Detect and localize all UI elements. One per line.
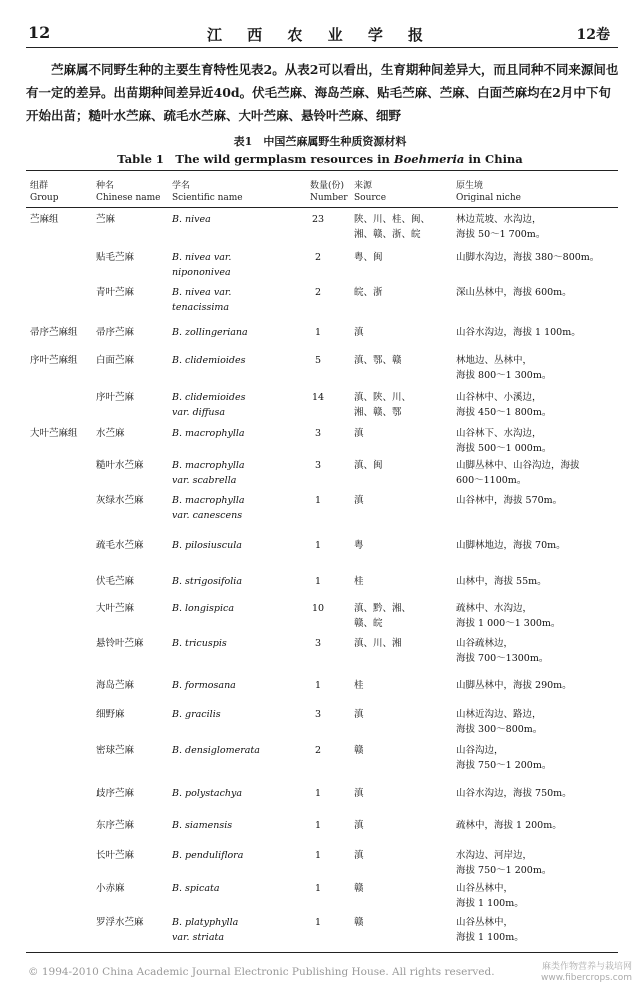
cell-number: 2 (314, 287, 322, 298)
watermark-line: www.fibercrops.com (541, 973, 632, 983)
niche-line: 海拔 1 100m。 (456, 898, 524, 909)
cell-scientific-name (172, 458, 245, 488)
cell-chinese-name: 灰绿水苎麻 (96, 495, 144, 506)
col-header-scientific-name (172, 180, 243, 204)
cell-source (354, 818, 364, 833)
cell-scientific-name (172, 678, 236, 693)
col-header-cn: 组群 (30, 181, 49, 191)
cell-scientific-name (172, 426, 245, 441)
niche-line: 海拔 50～1 700m。 (456, 229, 546, 240)
cell-chinese-name: 小赤麻 (96, 883, 125, 894)
cell-source (354, 285, 383, 300)
source-line: 湘、赣、鄂 (354, 407, 402, 418)
cell-group: 帚序苎麻组 (30, 327, 78, 338)
col-header-en: Number (310, 193, 348, 203)
cell-source (354, 250, 383, 265)
sci-name-line: B. densiglomerata (172, 745, 260, 756)
sci-name-line: B. tricuspis (172, 638, 227, 649)
cell-number: 1 (314, 820, 322, 831)
niche-line: 海拔 700～1300m。 (456, 653, 549, 664)
cell-original-niche (456, 390, 621, 420)
cell-original-niche (456, 678, 621, 693)
niche-line: 海拔 1 100m。 (456, 932, 524, 943)
niche-line: 林地边、丛林中， (456, 355, 533, 366)
cell-source (354, 325, 364, 340)
niche-line: 山脚丛林中、山谷沟边，海拔 (456, 460, 580, 471)
source-line: 粤 (354, 540, 364, 551)
source-line: 赣 (354, 745, 364, 756)
col-header-cn: 数量(份) (310, 181, 345, 191)
cell-chinese-name: 细野麻 (96, 709, 125, 720)
cell-chinese-name: 密球苎麻 (96, 745, 135, 756)
cell-scientific-name (172, 538, 242, 553)
cell-number: 2 (314, 745, 322, 756)
niche-line: 山脚丛林中，海拔 290m。 (456, 680, 572, 691)
cell-source (354, 636, 402, 651)
cell-number: 1 (314, 327, 322, 338)
cell-scientific-name (172, 786, 242, 801)
cell-scientific-name (172, 325, 248, 340)
caption-en-genus: Boehmeria (393, 152, 465, 166)
niche-line: 山谷丛林中， (456, 883, 514, 894)
cell-number: 1 (314, 883, 322, 894)
journal-title: 江 西 农 业 学 报 (206, 26, 434, 44)
cell-number: 1 (314, 850, 322, 861)
intro-text: 苎麻属不同野生种的主要生育特性见表2。从表2可以看出，生育期种间差异大，而且同种不同来源间也有一定的差异。出苗期种间差异近40d。伏毛苎麻、海岛苎麻、贴毛苎麻、苎麻、白面苎麻均在2月中下旬开始出苗；糙叶水苎麻、疏毛水苎麻、大叶苎麻、悬铃叶苎麻、细野 (26, 62, 619, 123)
sci-name-line: var. diffusa (172, 407, 226, 418)
sci-name-line: B. nivea (172, 214, 211, 225)
cell-number: 1 (314, 540, 322, 551)
source-line: 滇、川、湘 (354, 638, 402, 649)
cell-group: 苎麻组 (30, 214, 59, 225)
cell-original-niche (456, 325, 621, 340)
col-header-en: Original niche (456, 193, 521, 203)
cell-original-niche (456, 636, 621, 666)
cell-original-niche (456, 212, 621, 242)
cell-source (354, 786, 364, 801)
cell-chinese-name: 青叶苎麻 (96, 287, 135, 298)
table-header-rule (26, 207, 618, 208)
cell-number: 3 (314, 709, 322, 720)
cell-group: 序叶苎麻组 (30, 355, 78, 366)
cell-original-niche (456, 848, 621, 878)
sci-name-line: B. gracilis (172, 709, 221, 720)
sci-name-line: B. siamensis (172, 820, 233, 831)
sci-name-line: B. macrophylla (172, 428, 245, 439)
col-header-en: Source (354, 193, 387, 203)
cell-number: 2 (314, 252, 322, 263)
source-line: 陕、川、桂、闽、 (354, 214, 431, 225)
col-header-group (30, 180, 58, 204)
niche-line: 山谷林中，海拔 570m。 (456, 495, 563, 506)
cell-scientific-name (172, 636, 227, 651)
cell-number: 1 (314, 680, 322, 691)
cell-scientific-name (172, 390, 246, 420)
cell-original-niche (456, 574, 621, 589)
cell-number: 3 (314, 638, 322, 649)
niche-line: 山林近沟边、路边， (456, 709, 542, 720)
sci-name-line: var. scabrella (172, 475, 237, 486)
table-top-rule (26, 170, 618, 171)
col-header-number (310, 180, 348, 204)
cell-group: 大叶苎麻组 (30, 428, 78, 439)
source-line: 桂 (354, 576, 364, 587)
col-header-chinese-name (96, 180, 161, 204)
cell-original-niche (456, 743, 621, 773)
cell-original-niche (456, 707, 621, 737)
cell-chinese-name: 苎麻 (96, 214, 116, 225)
cell-scientific-name (172, 212, 211, 227)
cell-chinese-name: 水苎麻 (96, 428, 125, 439)
source-line: 滇 (354, 495, 364, 506)
cell-chinese-name: 海岛苎麻 (96, 680, 135, 691)
niche-line: 山谷沟边， (456, 745, 504, 756)
cell-original-niche (456, 493, 621, 508)
niche-line: 海拔 500～1 000m。 (456, 443, 552, 454)
cell-scientific-name (172, 493, 245, 523)
volume-label: 12卷 (576, 27, 610, 43)
cell-source (354, 353, 402, 368)
source-line: 湘、赣、浙、皖 (354, 229, 421, 240)
niche-line: 山谷疏林边， (456, 638, 514, 649)
sci-name-line: tenacissima (172, 302, 230, 313)
source-line: 皖、浙 (354, 287, 383, 298)
cell-number: 3 (314, 460, 322, 471)
cell-original-niche (456, 353, 621, 383)
col-header-source (354, 180, 386, 204)
cell-chinese-name: 长叶苎麻 (96, 850, 135, 861)
header-rule (26, 47, 618, 48)
table-caption-en (0, 151, 640, 167)
intro-paragraph (26, 58, 620, 127)
source-line: 滇、陕、川、 (354, 392, 412, 403)
sci-name-line: var. striata (172, 932, 224, 943)
caption-en-suffix: in China (464, 152, 523, 166)
cell-scientific-name (172, 915, 238, 945)
col-header-cn: 来源 (354, 181, 373, 191)
niche-line: 山脚水沟边，海拔 380～800m。 (456, 252, 600, 263)
cell-source (354, 538, 364, 553)
cell-number: 10 (311, 603, 325, 614)
sci-name-line: B. clidemioides (172, 355, 246, 366)
niche-line: 山谷水沟边，海拔 750m。 (456, 788, 572, 799)
niche-line: 海拔 800～1 300m。 (456, 370, 552, 381)
sci-name-line: nipononivea (172, 267, 231, 278)
site-watermark (541, 962, 632, 984)
cell-source (354, 458, 383, 473)
source-line: 粤、闽 (354, 252, 383, 263)
sci-name-line: B. spicata (172, 883, 220, 894)
sci-name-line: B. formosana (172, 680, 236, 691)
niche-line: 林边荒坡、水沟边， (456, 214, 542, 225)
source-line: 赣、皖 (354, 618, 383, 629)
cell-number: 1 (314, 788, 322, 799)
cell-chinese-name: 悬铃叶苎麻 (96, 638, 144, 649)
cell-scientific-name (172, 743, 260, 758)
caption-en-prefix: Table 1 The wild germplasm resources in (117, 152, 394, 166)
niche-line: 海拔 1 000～1 300m。 (456, 618, 561, 629)
source-line: 赣 (354, 917, 364, 928)
niche-line: 海拔 450～1 800m。 (456, 407, 552, 418)
niche-line: 水沟边、河岸边， (456, 850, 533, 861)
cell-chinese-name: 白面苎麻 (96, 355, 135, 366)
source-line: 滇、鄂、赣 (354, 355, 402, 366)
sci-name-line: B. strigosifolia (172, 576, 242, 587)
col-header-en: Group (30, 193, 59, 203)
watermark-line: 麻类作物营养与栽培网 (541, 962, 632, 972)
sci-name-line: B. nivea var. (172, 252, 232, 263)
cell-source (354, 678, 364, 693)
col-header-cn: 原生境 (456, 181, 484, 191)
niche-line: 海拔 750～1 200m。 (456, 760, 552, 771)
cell-number: 5 (314, 355, 322, 366)
cell-chinese-name: 大叶苎麻 (96, 603, 135, 614)
cell-chinese-name: 帚序苎麻 (96, 327, 135, 338)
sci-name-line: B. penduliflora (172, 850, 244, 861)
table-bottom-rule (26, 952, 618, 953)
source-line: 滇 (354, 788, 364, 799)
cell-chinese-name: 疏毛水苎麻 (96, 540, 144, 551)
source-line: 滇 (354, 850, 364, 861)
col-header-cn: 学名 (172, 181, 191, 191)
sci-name-line: var. canescens (172, 510, 243, 521)
cell-source (354, 848, 364, 863)
sci-name-line: B. macrophylla (172, 460, 245, 471)
sci-name-line: B. macrophylla (172, 495, 245, 506)
niche-line: 山谷林中、小溪边， (456, 392, 542, 403)
table-caption-cn: 表1 中国苎麻属野生种质资源材料 (233, 135, 407, 148)
cell-source (354, 707, 364, 722)
cell-original-niche (456, 881, 621, 911)
sci-name-line: B. pilosiuscula (172, 540, 242, 551)
copyright-footer: © 1994-2010 China Academic Journal Electronic Publishing House. All rights reserved. (28, 966, 495, 978)
running-header (0, 0, 640, 46)
cell-scientific-name (172, 881, 219, 896)
cell-source (354, 390, 411, 420)
source-line: 赣 (354, 883, 364, 894)
cell-chinese-name: 贴毛苎麻 (96, 252, 135, 263)
niche-line: 疏林中，海拔 1 200m。 (456, 820, 562, 831)
cell-source (354, 915, 364, 930)
niche-line: 海拔 750～1 200m。 (456, 865, 552, 876)
cell-scientific-name (172, 601, 234, 616)
cell-chinese-name: 东序苎麻 (96, 820, 135, 831)
niche-line: 600～1100m。 (456, 475, 527, 486)
source-line: 滇 (354, 428, 364, 439)
cell-scientific-name (172, 818, 232, 833)
niche-line: 山谷水沟边，海拔 1 100m。 (456, 327, 581, 338)
cell-source (354, 574, 364, 589)
col-header-en: Chinese name (96, 193, 161, 203)
page-number: 12 (28, 23, 51, 42)
cell-scientific-name (172, 353, 246, 368)
cell-original-niche (456, 818, 621, 833)
source-line: 滇 (354, 327, 364, 338)
niche-line: 山谷林下、水沟边， (456, 428, 542, 439)
cell-original-niche (456, 285, 621, 300)
cell-original-niche (456, 538, 621, 553)
cell-original-niche (456, 915, 621, 945)
cell-source (354, 493, 364, 508)
cell-source (354, 601, 411, 631)
cell-chinese-name: 罗浮水苎麻 (96, 917, 144, 928)
cell-scientific-name (172, 707, 221, 722)
sci-name-line: B. polystachya (172, 788, 243, 799)
cell-original-niche (456, 458, 621, 488)
source-line: 滇、闽 (354, 460, 383, 471)
col-header-original-niche (456, 180, 521, 204)
cell-chinese-name: 糙叶水苎麻 (96, 460, 144, 471)
cell-source (354, 212, 430, 242)
sci-name-line: B. nivea var. (172, 287, 232, 298)
sci-name-line: B. clidemioides (172, 392, 246, 403)
cell-chinese-name: 伏毛苎麻 (96, 576, 135, 587)
source-line: 滇、黔、湘、 (354, 603, 412, 614)
source-line: 滇 (354, 820, 364, 831)
cell-chinese-name: 歧序苎麻 (96, 788, 135, 799)
source-line: 桂 (354, 680, 364, 691)
cell-scientific-name (172, 574, 242, 589)
cell-source (354, 426, 364, 441)
source-line: 滇 (354, 709, 364, 720)
cell-original-niche (456, 601, 621, 631)
niche-line: 山林中，海拔 55m。 (456, 576, 547, 587)
cell-scientific-name (172, 250, 231, 280)
cell-number: 1 (314, 576, 322, 587)
cell-source (354, 743, 364, 758)
col-header-en: Scientific name (172, 193, 243, 203)
sci-name-line: B. longispica (172, 603, 234, 614)
cell-scientific-name (172, 285, 231, 315)
niche-line: 山脚林地边，海拔 70m。 (456, 540, 566, 551)
niche-line: 深山丛林中，海拔 600m。 (456, 287, 572, 298)
sci-name-line: B. platyphylla (172, 917, 239, 928)
cell-original-niche (456, 250, 621, 265)
cell-number: 1 (314, 917, 322, 928)
col-header-cn: 种名 (96, 181, 115, 191)
niche-line: 海拔 300～800m。 (456, 724, 543, 735)
niche-line: 疏林中、水沟边， (456, 603, 533, 614)
cell-number: 14 (311, 392, 325, 403)
niche-line: 山谷丛林中， (456, 917, 514, 928)
cell-original-niche (456, 786, 621, 801)
cell-chinese-name: 序叶苎麻 (96, 392, 135, 403)
cell-source (354, 881, 364, 896)
cell-number: 23 (311, 214, 325, 225)
cell-original-niche (456, 426, 621, 456)
cell-number: 1 (314, 495, 322, 506)
sci-name-line: B. zollingeriana (172, 327, 248, 338)
cell-scientific-name (172, 848, 243, 863)
cell-number: 3 (314, 428, 322, 439)
